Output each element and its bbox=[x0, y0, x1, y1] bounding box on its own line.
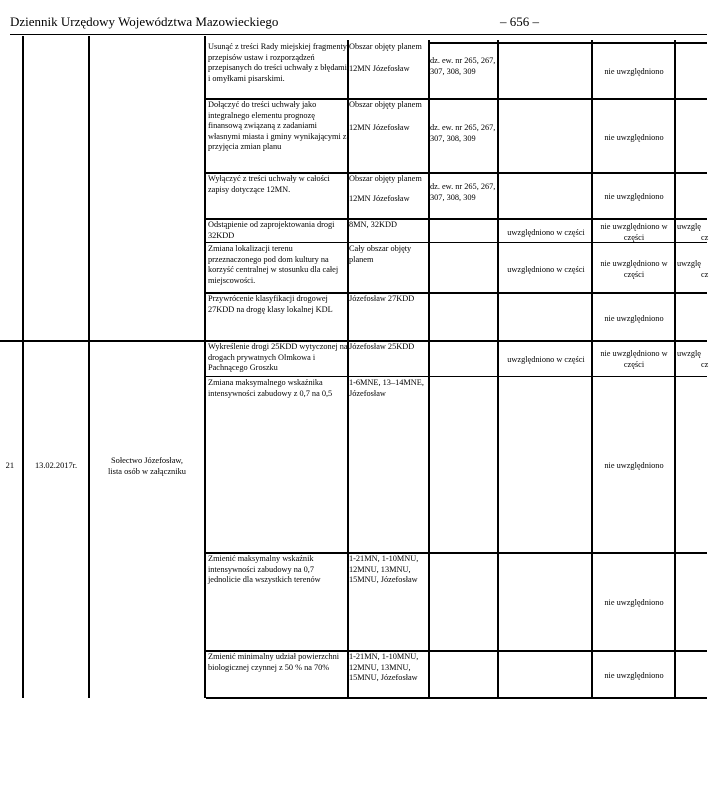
remark-text: Wyłączyć z treści uchwały w całości zapisy dotyczące 12MN. bbox=[208, 174, 330, 194]
remark-text: Zmienić maksymalny wskaźnik intensywności zabudowy na 0,7 jednolicie dla wszystkich terenów bbox=[208, 554, 321, 585]
grid-line bbox=[674, 40, 676, 698]
resolution-status bbox=[594, 259, 674, 280]
journal-title: Dziennik Urzędowy Województwa Mazowieckiego bbox=[10, 14, 279, 29]
resolution-status: nie uwzględniono bbox=[604, 671, 664, 680]
status-line: nie uwzględniono w bbox=[600, 259, 668, 268]
grid-line bbox=[22, 36, 24, 698]
status-line: części bbox=[623, 232, 645, 242]
grid-line bbox=[591, 40, 593, 698]
status-line: nie uwzględniono w bbox=[600, 222, 668, 231]
board-decision: uwzględniono w części bbox=[507, 228, 585, 237]
grid-line bbox=[206, 697, 707, 699]
resolution-status: nie uwzględniono bbox=[604, 461, 664, 470]
board-decision: uwzględniono w części bbox=[507, 355, 585, 364]
parcel-numbers: dz. ew. nr 265, 267, 307, 308, 309 bbox=[430, 182, 496, 202]
area-text: Józefosław 27KDD bbox=[349, 294, 415, 303]
area-text: 12MN Józefosław bbox=[349, 64, 410, 73]
status-line: części bbox=[623, 269, 645, 279]
remark-text: Wykreślenie drogi 25KDD wytyczonej na drogach prywatnych Olmkowa i Pachnącego Groszku bbox=[208, 342, 348, 373]
remark-text: Odstąpienie od zaprojektowania drogi 32KDD bbox=[208, 220, 335, 240]
resolution-status: nie uwzględniono bbox=[604, 192, 664, 201]
status-line: nie uwzględniono w bbox=[600, 349, 668, 358]
remark-text: Zmienić minimalny udział powierzchni biologicznej czynnej z 50 % na 70% bbox=[208, 652, 340, 672]
status-line: cz bbox=[701, 359, 709, 369]
board-decision: uwzględniono w części bbox=[507, 265, 585, 274]
remark-text: Zmiana lokalizacji terenu przeznaczonego pod dom kultury na korzyść centralnej w stosunku dla całej miejscowości. bbox=[208, 244, 339, 285]
status-line: części bbox=[623, 359, 645, 369]
lp-number: 21 bbox=[5, 461, 14, 470]
parcel-numbers: dz. ew. nr 265, 267, 307, 308, 309 bbox=[430, 123, 496, 143]
area-text: 12MN Józefosław bbox=[349, 123, 410, 132]
area-text: Józefosław 25KDD bbox=[349, 342, 415, 351]
area-text: 1-6MNE, 13–14MNE, Józefosław bbox=[349, 378, 424, 398]
status-line: uwzglę bbox=[677, 222, 701, 231]
submitter-line: Sołectwo Józefosław, bbox=[110, 456, 184, 465]
council-decision bbox=[677, 349, 717, 370]
status-line: cz bbox=[701, 269, 709, 279]
resolution-status: nie uwzględniono bbox=[604, 314, 664, 323]
remark-text: Przywrócenie klasyfikacji drogowej 27KDD na drogę klasy lokalnej KDL bbox=[208, 294, 333, 314]
page-number: – 656 – bbox=[500, 14, 539, 29]
area-text: Obszar objęty planem bbox=[349, 174, 422, 183]
resolution-status: nie uwzględniono bbox=[604, 67, 664, 76]
council-decision bbox=[677, 259, 717, 280]
area-text: Obszar objęty planem bbox=[349, 42, 422, 51]
area-text: 12MN Józefosław bbox=[349, 194, 410, 203]
remark-text: Dołączyć do treści uchwały jako integralnego elementu prognozę finansową związaną z zadaniami własnymi miasta i gminy wynikającymi z przyjęcia zmian planu bbox=[208, 100, 347, 152]
grid-line bbox=[88, 36, 90, 698]
council-decision bbox=[677, 222, 717, 243]
resolution-status bbox=[594, 349, 674, 370]
resolution-status: nie uwzględniono bbox=[604, 133, 664, 142]
resolution-status bbox=[594, 222, 674, 243]
area-text: 8MN, 32KDD bbox=[349, 220, 397, 229]
status-line: uwzglę bbox=[677, 349, 701, 358]
area-text: Obszar objęty planem bbox=[349, 100, 422, 109]
resolution-status: nie uwzględniono bbox=[604, 598, 664, 607]
grid-line bbox=[497, 40, 499, 698]
grid-line bbox=[204, 36, 206, 698]
submitter-line: lista osób w załączniku bbox=[108, 467, 186, 476]
parcel-numbers: dz. ew. nr 265, 267, 307, 308, 309 bbox=[430, 56, 496, 76]
area-text: 1-21MN, 1-10MNU, 12MNU, 13MNU, 15MNU, Józefosław bbox=[349, 652, 419, 683]
remark-text: Zmiana maksymalnego wskaźnika intensywności zabudowy z 0,7 na 0,5 bbox=[208, 378, 333, 398]
grid-line bbox=[428, 42, 707, 44]
header-rule bbox=[10, 34, 707, 35]
submitter bbox=[92, 455, 202, 477]
submission-date: 13.02.2017r. bbox=[34, 461, 78, 470]
remark-text: Usunąć z treści Rady miejskiej fragmenty przepisów ustaw i rozporządzeń przepisanych do treści uchwały z błędami i omyłkami pisarskimi. bbox=[208, 42, 347, 83]
grid-line bbox=[206, 376, 707, 377]
status-line: cz bbox=[701, 232, 709, 242]
area-text: 1-21MN, 1-10MNU, 12MNU, 13MNU, 15MNU, Józefosław bbox=[349, 554, 419, 585]
area-text: Cały obszar objęty planem bbox=[349, 244, 412, 264]
status-line: uwzglę bbox=[677, 259, 701, 268]
